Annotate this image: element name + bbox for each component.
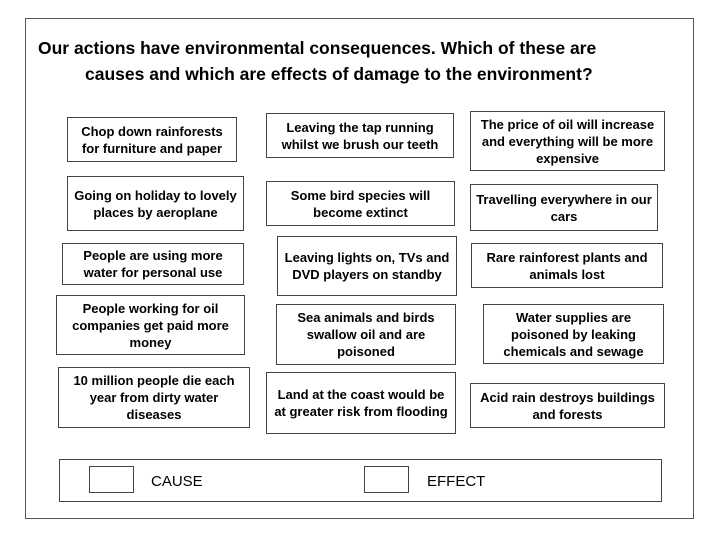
statement-card[interactable] — [62, 243, 244, 285]
statement-text: Acid rain destroys buildings and forests — [480, 389, 655, 422]
statement-card[interactable] — [58, 367, 250, 428]
statement-text: Leaving lights on, TVs and DVD players on standby — [284, 250, 450, 282]
statement-text: People are using more water for personal use — [83, 248, 223, 280]
statement-text: Some bird species will become extinct — [290, 187, 431, 220]
statement-text: People working for oil companies get paid more money — [72, 300, 229, 350]
cause-effect-legend — [59, 459, 662, 502]
statement-text: Rare rainforest plants and animals lost — [486, 249, 648, 282]
worksheet-question — [38, 35, 698, 87]
statement-text: Sea animals and birds swallow oil and are poisoned — [297, 310, 435, 359]
statement-text: Land at the coast would be at greater risk from flooding — [274, 387, 448, 419]
question-line-2: causes and which are effects of damage to the environment? — [85, 64, 593, 84]
statement-card[interactable] — [276, 304, 456, 365]
statement-text: 10 million people die each year from dirty water diseases — [73, 373, 235, 422]
statement-text: The price of oil will increase and everything will be more expensive — [480, 116, 655, 166]
statement-card[interactable] — [470, 111, 665, 171]
cause-label: CAUSE — [151, 473, 203, 490]
cause-checkbox[interactable] — [89, 466, 134, 493]
statement-card[interactable] — [266, 181, 455, 226]
statement-card[interactable] — [470, 184, 658, 231]
statement-card[interactable] — [67, 176, 244, 231]
effect-label: EFFECT — [427, 473, 486, 490]
statement-text: Travelling everywhere in our cars — [476, 191, 652, 224]
statement-text: Chop down rainforests for furniture and paper — [81, 123, 223, 156]
effect-checkbox[interactable] — [364, 466, 409, 493]
statement-card[interactable] — [67, 117, 237, 162]
statement-card[interactable] — [56, 295, 245, 355]
statement-card[interactable] — [470, 383, 665, 428]
statement-card[interactable] — [266, 113, 454, 158]
statement-card[interactable] — [483, 304, 664, 364]
statement-text: Going on holiday to lovely places by aeroplane — [74, 187, 237, 220]
statement-card[interactable] — [471, 243, 663, 288]
question-line-1: Our actions have environmental consequences. Which of these are — [38, 38, 597, 58]
statement-card[interactable] — [266, 372, 456, 434]
statement-text: Leaving the tap running whilst we brush our teeth — [281, 119, 439, 152]
statement-card[interactable] — [277, 236, 457, 296]
statement-text: Water supplies are poisoned by leaking chemicals and sewage — [503, 309, 644, 359]
